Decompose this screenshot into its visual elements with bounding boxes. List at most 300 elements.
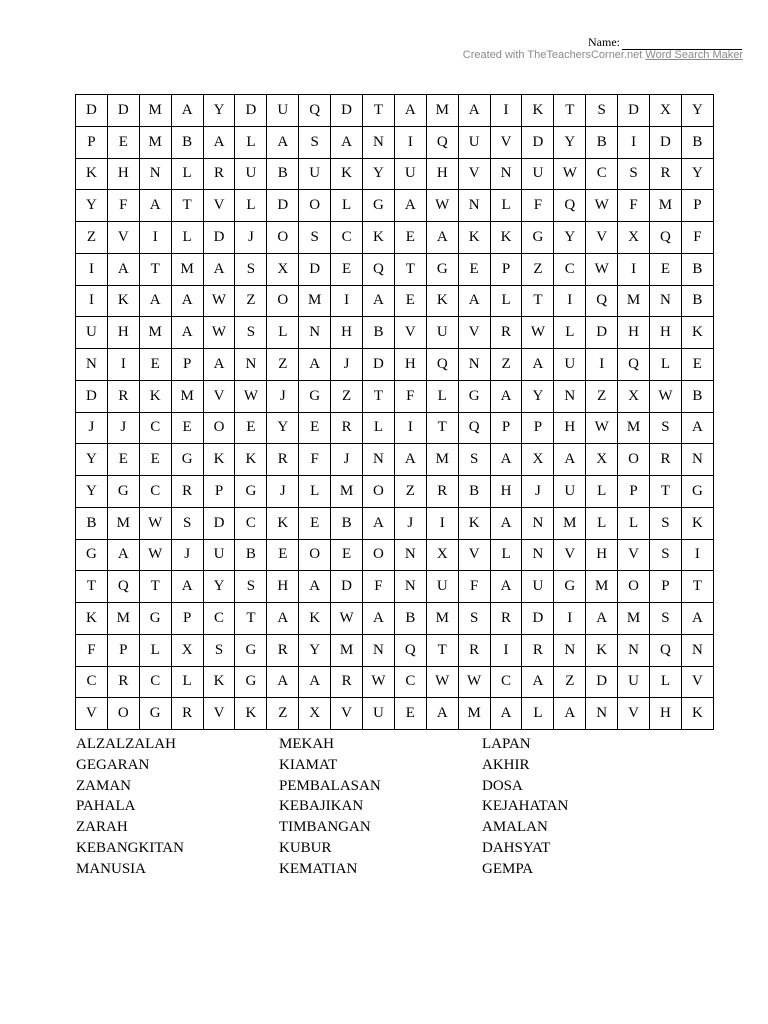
grid-cell: M xyxy=(650,190,682,222)
grid-cell: Q xyxy=(586,285,618,317)
grid-cell: A xyxy=(490,571,522,603)
grid-cell: L xyxy=(586,507,618,539)
grid-cell: G xyxy=(522,222,554,254)
grid-cell: G xyxy=(139,698,171,730)
grid-cell: X xyxy=(618,222,650,254)
grid-cell: C xyxy=(394,666,426,698)
grid-cell: Z xyxy=(522,253,554,285)
credit-text: Created with TheTeachersCorner.net xyxy=(462,49,643,61)
grid-cell: G xyxy=(76,539,108,571)
grid-cell: D xyxy=(522,603,554,635)
grid-cell: B xyxy=(681,253,713,285)
grid-cell: Y xyxy=(299,634,331,666)
grid-cell: I xyxy=(586,349,618,381)
grid-cell: Y xyxy=(203,95,235,127)
grid-cell: D xyxy=(650,126,682,158)
grid-cell: D xyxy=(267,190,299,222)
grid-cell: A xyxy=(426,222,458,254)
grid-cell: C xyxy=(203,603,235,635)
grid-cell: O xyxy=(618,444,650,476)
grid-cell: S xyxy=(235,571,267,603)
grid-cell: A xyxy=(681,412,713,444)
grid-cell: P xyxy=(107,634,139,666)
word-item: ALZALZALAH xyxy=(76,736,176,752)
grid-cell: S xyxy=(171,507,203,539)
grid-cell: Q xyxy=(394,634,426,666)
word-item: ZARAH xyxy=(76,819,128,836)
grid-cell: W xyxy=(586,190,618,222)
word-search-maker-link[interactable]: Word Search Maker xyxy=(645,49,743,61)
word-item: KEBANGKITAN xyxy=(76,839,184,856)
grid-cell: M xyxy=(458,698,490,730)
grid-cell: M xyxy=(331,476,363,508)
grid-cell: W xyxy=(139,539,171,571)
grid-cell: S xyxy=(203,634,235,666)
grid-cell: J xyxy=(107,412,139,444)
grid-cell: W xyxy=(426,666,458,698)
grid-cell: N xyxy=(235,349,267,381)
grid-cell: Z xyxy=(267,349,299,381)
grid-cell: A xyxy=(299,349,331,381)
grid-cell: U xyxy=(299,158,331,190)
grid-cell: D xyxy=(107,95,139,127)
grid-row xyxy=(76,476,714,508)
grid-cell: T xyxy=(650,476,682,508)
grid-cell: A xyxy=(426,698,458,730)
grid-cell: W xyxy=(522,317,554,349)
grid-cell: Z xyxy=(490,349,522,381)
grid-cell: U xyxy=(458,126,490,158)
word-item: LAPAN xyxy=(482,736,531,752)
word-item: AMALAN xyxy=(482,819,548,836)
word-item: PAHALA xyxy=(76,798,136,815)
grid-cell: K xyxy=(681,317,713,349)
grid-cell: G xyxy=(235,634,267,666)
grid-row xyxy=(76,666,714,698)
grid-cell: M xyxy=(426,603,458,635)
grid-cell: I xyxy=(426,507,458,539)
grid-cell: Q xyxy=(426,349,458,381)
grid-cell: V xyxy=(554,539,586,571)
grid-cell: N xyxy=(681,444,713,476)
grid-cell: V xyxy=(331,698,363,730)
grid-cell: G xyxy=(426,253,458,285)
grid-cell: W xyxy=(426,190,458,222)
grid-cell: A xyxy=(267,666,299,698)
grid-cell: B xyxy=(235,539,267,571)
grid-cell: V xyxy=(203,380,235,412)
grid-cell: W xyxy=(554,158,586,190)
grid-cell: I xyxy=(76,253,108,285)
grid-cell: X xyxy=(586,444,618,476)
grid-cell: D xyxy=(618,95,650,127)
grid-cell: A xyxy=(394,444,426,476)
grid-cell: O xyxy=(618,571,650,603)
grid-cell: L xyxy=(171,666,203,698)
grid-cell: M xyxy=(171,380,203,412)
grid-cell: E xyxy=(107,444,139,476)
grid-cell: J xyxy=(394,507,426,539)
grid-cell: M xyxy=(299,285,331,317)
grid-cell: V xyxy=(458,317,490,349)
grid-cell: Y xyxy=(681,158,713,190)
name-field xyxy=(588,35,742,50)
grid-cell: V xyxy=(394,317,426,349)
grid-cell: U xyxy=(426,571,458,603)
grid-cell: Q xyxy=(299,95,331,127)
grid-cell: R xyxy=(331,412,363,444)
grid-cell: G xyxy=(363,190,395,222)
word-item: GEMPA xyxy=(482,860,534,877)
credit-line xyxy=(463,49,743,61)
grid-cell: W xyxy=(203,285,235,317)
grid-cell: H xyxy=(490,476,522,508)
grid-cell: E xyxy=(681,349,713,381)
grid-cell: L xyxy=(586,476,618,508)
grid-cell: N xyxy=(363,126,395,158)
grid-cell: A xyxy=(363,285,395,317)
grid-cell: U xyxy=(203,539,235,571)
grid-cell: A xyxy=(394,95,426,127)
grid-cell: J xyxy=(267,380,299,412)
grid-cell: W xyxy=(586,253,618,285)
grid-cell: C xyxy=(139,476,171,508)
grid-cell: E xyxy=(394,222,426,254)
grid-cell: U xyxy=(76,317,108,349)
grid-cell: I xyxy=(554,603,586,635)
grid-row xyxy=(76,412,714,444)
grid-cell: I xyxy=(618,253,650,285)
grid-cell: U xyxy=(363,698,395,730)
grid-cell: E xyxy=(139,444,171,476)
grid-cell: H xyxy=(267,571,299,603)
grid-cell: I xyxy=(394,126,426,158)
grid-cell: R xyxy=(107,666,139,698)
grid-cell: Y xyxy=(554,126,586,158)
grid-cell: B xyxy=(363,317,395,349)
grid-cell: A xyxy=(490,380,522,412)
word-item: ZAMAN xyxy=(76,777,131,794)
word-item: KUBUR xyxy=(279,839,332,856)
grid-cell: D xyxy=(299,253,331,285)
grid-cell: A xyxy=(554,444,586,476)
grid-cell: A xyxy=(267,126,299,158)
grid-cell: S xyxy=(299,126,331,158)
grid-cell: A xyxy=(299,571,331,603)
grid-cell: N xyxy=(139,158,171,190)
grid-cell: A xyxy=(522,349,554,381)
grid-cell: S xyxy=(235,317,267,349)
grid-cell: K xyxy=(363,222,395,254)
grid-cell: F xyxy=(76,634,108,666)
grid-cell: A xyxy=(139,190,171,222)
grid-cell: A xyxy=(171,317,203,349)
grid-cell: Z xyxy=(554,666,586,698)
grid-cell: Z xyxy=(331,380,363,412)
grid-cell: O xyxy=(267,285,299,317)
word-item: PEMBALASAN xyxy=(279,777,381,794)
grid-cell: J xyxy=(171,539,203,571)
grid-cell: K xyxy=(458,507,490,539)
grid-cell: C xyxy=(139,412,171,444)
grid-cell: V xyxy=(681,666,713,698)
word-item: DOSA xyxy=(482,777,523,794)
grid-cell: S xyxy=(650,539,682,571)
grid-cell: I xyxy=(618,126,650,158)
grid-cell: Y xyxy=(203,571,235,603)
grid-cell: N xyxy=(299,317,331,349)
grid-cell: J xyxy=(522,476,554,508)
grid-cell: N xyxy=(394,539,426,571)
grid-cell: Z xyxy=(235,285,267,317)
grid-cell: N xyxy=(490,158,522,190)
grid-cell: O xyxy=(363,476,395,508)
grid-cell: Y xyxy=(681,95,713,127)
grid-row xyxy=(76,126,714,158)
grid-cell: L xyxy=(490,190,522,222)
grid-cell: K xyxy=(76,603,108,635)
grid-cell: M xyxy=(107,507,139,539)
grid-cell: L xyxy=(235,126,267,158)
grid-cell: D xyxy=(331,571,363,603)
grid-cell: H xyxy=(650,317,682,349)
grid-cell: M xyxy=(139,317,171,349)
grid-cell: R xyxy=(107,380,139,412)
grid-cell: A xyxy=(107,253,139,285)
grid-cell: K xyxy=(586,634,618,666)
grid-cell: C xyxy=(235,507,267,539)
word-item: KEMATIAN xyxy=(279,860,358,877)
grid-row xyxy=(76,380,714,412)
grid-row xyxy=(76,158,714,190)
grid-cell: A xyxy=(267,603,299,635)
grid-cell: A xyxy=(203,126,235,158)
grid-cell: C xyxy=(331,222,363,254)
grid-cell: A xyxy=(331,126,363,158)
grid-cell: M xyxy=(586,571,618,603)
grid-cell: A xyxy=(171,95,203,127)
grid-cell: K xyxy=(139,380,171,412)
grid-cell: K xyxy=(267,507,299,539)
grid-cell: Y xyxy=(267,412,299,444)
grid-cell: M xyxy=(171,253,203,285)
grid-cell: P xyxy=(618,476,650,508)
grid-cell: N xyxy=(458,190,490,222)
grid-cell: V xyxy=(618,539,650,571)
grid-cell: X xyxy=(522,444,554,476)
grid-cell: C xyxy=(554,253,586,285)
grid-cell: Z xyxy=(76,222,108,254)
grid-cell: F xyxy=(522,190,554,222)
word-item: KEBAJIKAN xyxy=(279,798,364,815)
grid-cell: N xyxy=(458,349,490,381)
grid-cell: I xyxy=(331,285,363,317)
grid-cell: E xyxy=(171,412,203,444)
grid-cell: W xyxy=(650,380,682,412)
grid-cell: L xyxy=(139,634,171,666)
grid-cell: U xyxy=(522,571,554,603)
grid-cell: D xyxy=(203,222,235,254)
grid-cell: B xyxy=(331,507,363,539)
grid-cell: L xyxy=(171,158,203,190)
grid-cell: L xyxy=(171,222,203,254)
grid-cell: F xyxy=(681,222,713,254)
grid-cell: U xyxy=(426,317,458,349)
grid-cell: E xyxy=(394,285,426,317)
grid-cell: N xyxy=(363,444,395,476)
grid-cell: B xyxy=(586,126,618,158)
grid-cell: Y xyxy=(522,380,554,412)
grid-cell: N xyxy=(522,539,554,571)
grid-cell: M xyxy=(554,507,586,539)
grid-cell: B xyxy=(394,603,426,635)
grid-cell: L xyxy=(331,190,363,222)
grid-row xyxy=(76,285,714,317)
grid-cell: G xyxy=(171,444,203,476)
grid-cell: K xyxy=(107,285,139,317)
grid-cell: E xyxy=(107,126,139,158)
grid-cell: F xyxy=(299,444,331,476)
grid-cell: Q xyxy=(107,571,139,603)
word-item: KEJAHATAN xyxy=(482,798,569,815)
grid-cell: Z xyxy=(586,380,618,412)
grid-cell: T xyxy=(426,412,458,444)
grid-cell: L xyxy=(650,349,682,381)
grid-cell: I xyxy=(139,222,171,254)
grid-cell: U xyxy=(235,158,267,190)
grid-cell: R xyxy=(267,444,299,476)
word-item: DAHSYAT xyxy=(482,839,551,856)
grid-cell: A xyxy=(554,698,586,730)
grid-cell: B xyxy=(681,380,713,412)
grid-cell: B xyxy=(171,126,203,158)
grid-cell: K xyxy=(681,698,713,730)
grid-cell: M xyxy=(139,126,171,158)
grid-row xyxy=(76,698,714,730)
grid-cell: Y xyxy=(363,158,395,190)
grid-cell: S xyxy=(650,603,682,635)
grid-cell: E xyxy=(458,253,490,285)
grid-cell: F xyxy=(107,190,139,222)
grid-cell: A xyxy=(107,539,139,571)
grid-cell: G xyxy=(235,666,267,698)
word-item: GEGARAN xyxy=(76,756,150,773)
grid-cell: Z xyxy=(267,698,299,730)
word-search-grid xyxy=(75,94,714,730)
grid-cell: L xyxy=(554,317,586,349)
grid-cell: C xyxy=(139,666,171,698)
grid-cell: A xyxy=(458,285,490,317)
grid-row xyxy=(76,603,714,635)
grid-cell: S xyxy=(650,412,682,444)
name-label: Name: xyxy=(588,35,620,49)
grid-cell: B xyxy=(681,126,713,158)
grid-cell: X xyxy=(650,95,682,127)
grid-cell: V xyxy=(203,698,235,730)
grid-cell: E xyxy=(331,253,363,285)
grid-row xyxy=(76,253,714,285)
grid-cell: F xyxy=(458,571,490,603)
grid-cell: H xyxy=(331,317,363,349)
grid-cell: S xyxy=(650,507,682,539)
grid-cell: U xyxy=(522,158,554,190)
grid-cell: W xyxy=(139,507,171,539)
word-item: KIAMAT xyxy=(279,756,338,773)
grid-cell: A xyxy=(490,698,522,730)
grid-cell: N xyxy=(554,634,586,666)
grid-cell: P xyxy=(522,412,554,444)
grid-cell: H xyxy=(107,317,139,349)
grid-cell: G xyxy=(458,380,490,412)
grid-cell: U xyxy=(394,158,426,190)
grid-cell: M xyxy=(618,412,650,444)
grid-cell: H xyxy=(107,158,139,190)
grid-cell: K xyxy=(426,285,458,317)
grid-cell: L xyxy=(267,317,299,349)
grid-cell: A xyxy=(363,507,395,539)
grid-cell: R xyxy=(171,698,203,730)
grid-cell: K xyxy=(235,444,267,476)
grid-cell: A xyxy=(522,666,554,698)
grid-cell: G xyxy=(139,603,171,635)
grid-cell: I xyxy=(554,285,586,317)
grid-cell: S xyxy=(458,603,490,635)
grid-cell: T xyxy=(235,603,267,635)
grid-cell: W xyxy=(363,666,395,698)
grid-cell: R xyxy=(203,158,235,190)
grid-cell: R xyxy=(650,444,682,476)
grid-cell: K xyxy=(331,158,363,190)
grid-cell: Q xyxy=(554,190,586,222)
word-item: MEKAH xyxy=(279,736,334,752)
grid-cell: J xyxy=(331,444,363,476)
grid-cell: P xyxy=(650,571,682,603)
grid-cell: M xyxy=(426,444,458,476)
grid-cell: M xyxy=(618,603,650,635)
grid-cell: O xyxy=(299,539,331,571)
grid-row xyxy=(76,95,714,127)
grid-cell: V xyxy=(618,698,650,730)
grid-cell: T xyxy=(363,95,395,127)
grid-cell: L xyxy=(299,476,331,508)
grid-cell: R xyxy=(522,634,554,666)
grid-cell: G xyxy=(299,380,331,412)
grid-cell: J xyxy=(76,412,108,444)
grid-cell: H xyxy=(554,412,586,444)
grid-cell: W xyxy=(203,317,235,349)
grid-cell: C xyxy=(586,158,618,190)
grid-cell: N xyxy=(586,698,618,730)
word-list xyxy=(76,734,682,880)
grid-cell: T xyxy=(681,571,713,603)
grid-cell: A xyxy=(458,95,490,127)
grid-cell: D xyxy=(203,507,235,539)
grid-row xyxy=(76,539,714,571)
grid-cell: X xyxy=(299,698,331,730)
grid-cell: K xyxy=(458,222,490,254)
grid-cell: D xyxy=(586,666,618,698)
grid-cell: R xyxy=(331,666,363,698)
grid-cell: B xyxy=(458,476,490,508)
grid-cell: D xyxy=(522,126,554,158)
grid-cell: O xyxy=(203,412,235,444)
grid-cell: U xyxy=(618,666,650,698)
grid-cell: T xyxy=(522,285,554,317)
grid-cell: Y xyxy=(76,476,108,508)
grid-cell: P xyxy=(171,349,203,381)
grid-row xyxy=(76,349,714,381)
grid-cell: A xyxy=(171,285,203,317)
